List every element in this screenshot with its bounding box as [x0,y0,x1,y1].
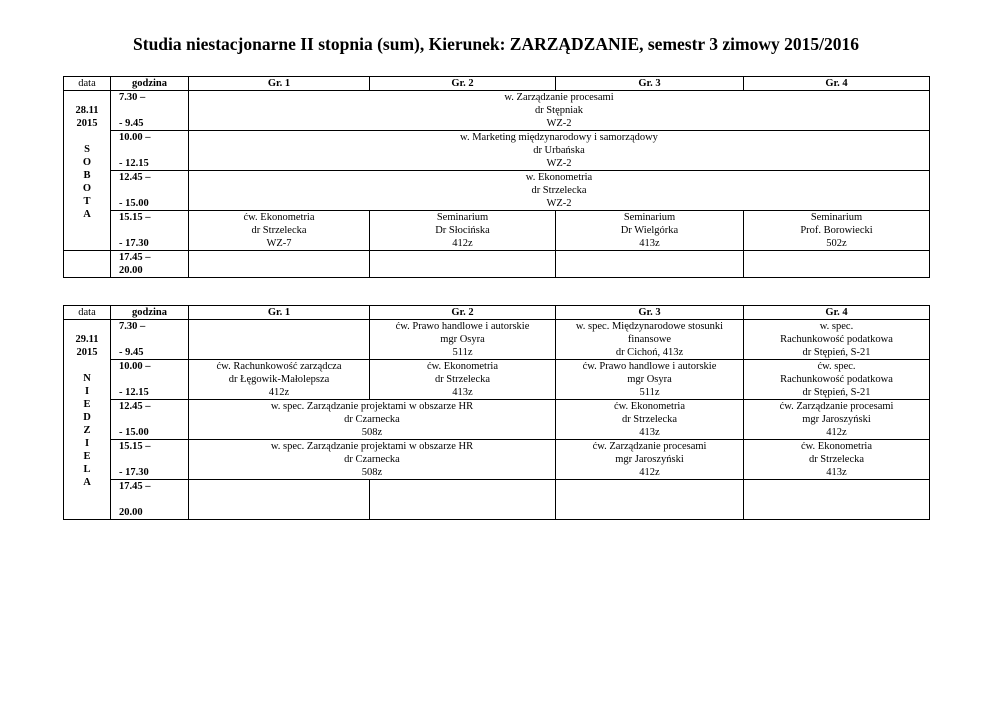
schedule-table-saturday [63,76,930,278]
empty-cell [189,320,370,360]
day-letter: Z [83,425,91,436]
class-cell-gr3: ćw. Ekonometria dr Strzelecka 413z [556,400,744,440]
day-letter: N [83,373,91,384]
empty-cell [744,251,930,278]
header-row [64,77,930,91]
empty-cell [744,480,930,520]
header-data: data [64,306,111,320]
time-slot: 10.00 – - 12.15 [111,131,189,171]
time-slot: 12.45 – - 15.00 [111,171,189,211]
table-row [64,251,930,278]
class-cell-gr12: w. spec. Zarządzanie projektami w obszarze HR dr Czarnecka 508z [189,440,556,480]
table-row [64,131,930,171]
time-slot: 10.00 – - 12.15 [111,360,189,400]
class-cell: w. Zarządzanie procesami dr Stępniak WZ-2 [189,91,930,131]
day-date: 28.11 [75,105,99,116]
time-slot: 7.30 – - 9.45 [111,320,189,360]
table-row [64,480,930,520]
day-cell [64,91,111,251]
header-gr1: Gr. 1 [189,306,370,320]
day-letter: I [84,438,90,449]
day-cell-empty [64,251,111,278]
day-letter: L [83,464,91,475]
day-letter: B [83,170,91,181]
page-title: Studia niestacjonarne II stopnia (sum), Kierunek: ZARZĄDZANIE, semestr 3 zimowy 2015/2016 [133,34,859,54]
header-gr3: Gr. 3 [556,306,744,320]
empty-cell [556,480,744,520]
table-row [64,320,930,360]
class-cell-gr4: ćw. Ekonometria dr Strzelecka 413z [744,440,930,480]
header-godzina: godzina [111,306,189,320]
class-cell-gr3: ćw. Prawo handlowe i autorskie mgr Osyra 511z [556,360,744,400]
time-slot: 7.30 – - 9.45 [111,91,189,131]
header-gr2: Gr. 2 [370,77,556,91]
day-letter: O [82,183,92,194]
day-letter: A [83,477,91,488]
time-slot: 15.15 – - 17.30 [111,440,189,480]
table-row [64,440,930,480]
header-gr1: Gr. 1 [189,77,370,91]
day-letter: A [83,209,91,220]
class-cell: w. Ekonometria dr Strzelecka WZ-2 [189,171,930,211]
class-cell-gr1: ćw. Rachunkowość zarządcza dr Łęgowik-Małolepsza 412z [189,360,370,400]
class-cell-gr4: w. spec. Rachunkowość podatkowa dr Stępień, S-21 [744,320,930,360]
day-year: 2015 [76,347,98,358]
day-letter: E [83,451,91,462]
day-letter: O [82,157,92,168]
schedule-table-sunday [63,305,930,520]
class-cell-gr2: ćw. Prawo handlowe i autorskie mgr Osyra 511z [370,320,556,360]
header-gr4: Gr. 4 [744,77,930,91]
header-row [64,306,930,320]
class-cell-gr2: Seminarium Dr Słocińska 412z [370,211,556,251]
header-godzina: godzina [111,77,189,91]
table-row [64,211,930,251]
table-row [64,400,930,440]
day-letter: I [84,386,90,397]
header-gr4: Gr. 4 [744,306,930,320]
day-year: 2015 [76,118,98,129]
time-slot: 15.15 – - 17.30 [111,211,189,251]
class-cell-gr3: w. spec. Międzynarodowe stosunki finansowe dr Cichoń, 413z [556,320,744,360]
empty-cell [370,251,556,278]
table-row [64,360,930,400]
class-cell-gr1: ćw. Ekonometria dr Strzelecka WZ-7 [189,211,370,251]
day-letter: T [83,196,91,207]
class-cell-gr3: ćw. Zarządzanie procesami mgr Jaroszyński 412z [556,440,744,480]
class-cell-gr4: ćw. spec. Rachunkowość podatkowa dr Stępień, S-21 [744,360,930,400]
header-gr3: Gr. 3 [556,77,744,91]
day-date: 29.11 [75,334,99,345]
time-slot: 12.45 – - 15.00 [111,400,189,440]
class-cell-gr4: Seminarium Prof. Borowiecki 502z [744,211,930,251]
table-row [64,171,930,211]
class-cell-gr4: ćw. Zarządzanie procesami mgr Jaroszyński 412z [744,400,930,440]
header-data: data [64,77,111,91]
class-cell-gr3: Seminarium Dr Wielgórka 413z [556,211,744,251]
day-letter: S [84,144,90,155]
empty-cell [556,251,744,278]
class-cell-gr2: ćw. Ekonometria dr Strzelecka 413z [370,360,556,400]
day-letter: D [83,412,91,423]
day-cell [64,320,111,520]
time-slot: 17.45 – 20.00 [111,251,189,278]
empty-cell [370,480,556,520]
empty-cell [189,480,370,520]
class-cell-gr12: w. spec. Zarządzanie projektami w obszarze HR dr Czarnecka 508z [189,400,556,440]
table-row [64,91,930,131]
empty-cell [189,251,370,278]
class-cell: w. Marketing międzynarodowy i samorządowy dr Urbańska WZ-2 [189,131,930,171]
time-slot: 17.45 – 20.00 [111,480,189,520]
day-letter: E [83,399,91,410]
header-gr2: Gr. 2 [370,306,556,320]
